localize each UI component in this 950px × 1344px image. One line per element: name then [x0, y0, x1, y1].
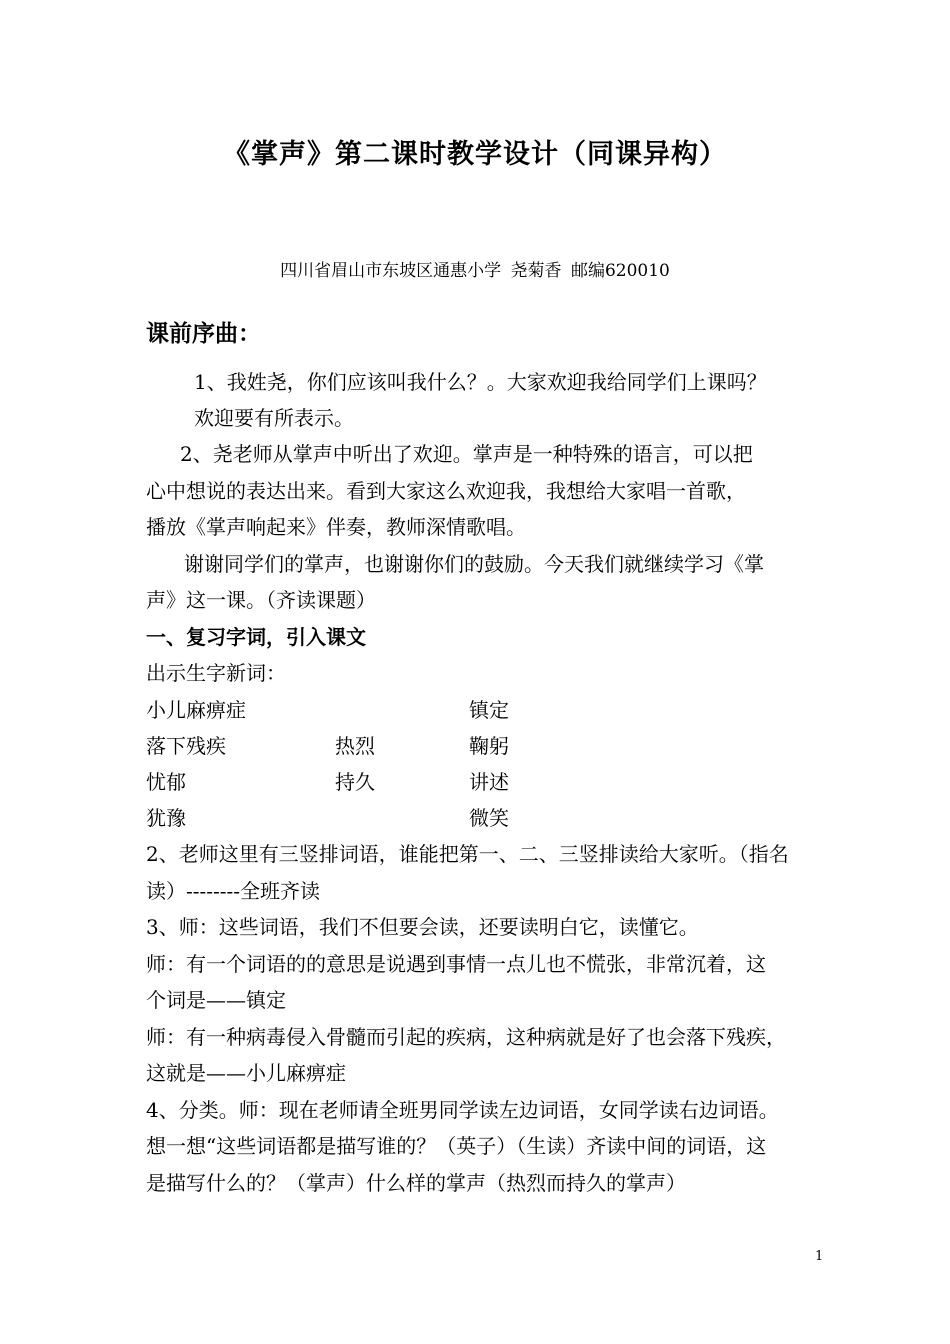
word-col2-0: 热烈: [335, 734, 375, 758]
word-col1-3: 犹豫: [146, 806, 186, 830]
word-col3-2: 讲述: [469, 770, 509, 794]
paragraph-line: 个词是——镇定: [146, 988, 286, 1012]
paragraph-line: 4、分类。师：现在老师请全班男同学读左边词语，女同学读右边词语。: [146, 1098, 779, 1122]
paragraph-line: 播放《掌声响起来》伴奏，教师深情歌唱。: [146, 515, 526, 539]
paragraph-line: 师：有一个词语的的意思是说遇到事情一点儿也不慌张，非常沉着，这: [146, 952, 766, 976]
word-col3-0: 镇定: [469, 698, 509, 722]
paragraph-line: 心中想说的表达出来。看到大家这么欢迎我，我想给大家唱一首歌，: [146, 479, 746, 503]
paragraph-line: 2、老师这里有三竖排词语，谁能把第一、二、三竖排读给大家听。（指名: [146, 842, 789, 866]
document-title: 《掌声》第二课时教学设计（同课异构）: [223, 139, 727, 170]
section-heading-pre: 课前序曲：: [146, 320, 261, 347]
paragraph-line: 谢谢同学们的掌声，也谢谢你们的鼓励。今天我们就继续学习《掌: [184, 552, 764, 576]
word-col1-0: 小儿麻痹症: [146, 698, 246, 722]
paragraph-line: 2、尧老师从掌声中听出了欢迎。掌声是一种特殊的语言，可以把: [180, 442, 753, 466]
section-heading-review: 一、复习字词，引入课文: [146, 625, 366, 649]
paragraph-line: 这就是——小儿麻痹症: [146, 1061, 346, 1085]
word-col3-1: 鞠躬: [469, 734, 509, 758]
author-line: 四川省眉山市东坡区通惠小学 尧菊香 邮编620010: [280, 261, 670, 281]
word-col1-2: 忧郁: [146, 770, 186, 794]
page-number: 1: [815, 1249, 824, 1264]
word-col2-1: 持久: [335, 770, 375, 794]
word-col3-3: 微笑: [469, 806, 509, 830]
paragraph-line: 1、我姓尧，你们应该叫我什么？。大家欢迎我给同学们上课吗？: [194, 370, 767, 394]
paragraph-line: 想一想“这些词语都是描写谁的？（英子）（生读）齐读中间的词语，这: [146, 1134, 767, 1158]
paragraph-line: 师：有一种病毒侵入骨髓而引起的疾病，这种病就是好了也会落下残疾，: [146, 1025, 786, 1049]
paragraph-line: 出示生字新词：: [146, 661, 286, 685]
word-col1-1: 落下残疾: [146, 734, 226, 758]
paragraph-line: 欢迎要有所表示。: [194, 406, 354, 430]
paragraph-line: 读）--------全班齐读: [146, 879, 321, 903]
paragraph-line: 是描写什么的？（掌声）什么样的掌声（热烈而持久的掌声）: [146, 1171, 686, 1195]
paragraph-line: 声》这一课。（齐读课题）: [146, 588, 376, 612]
paragraph-line: 3、师：这些词语，我们不但要会读，还要读明白它，读懂它。: [146, 915, 699, 939]
